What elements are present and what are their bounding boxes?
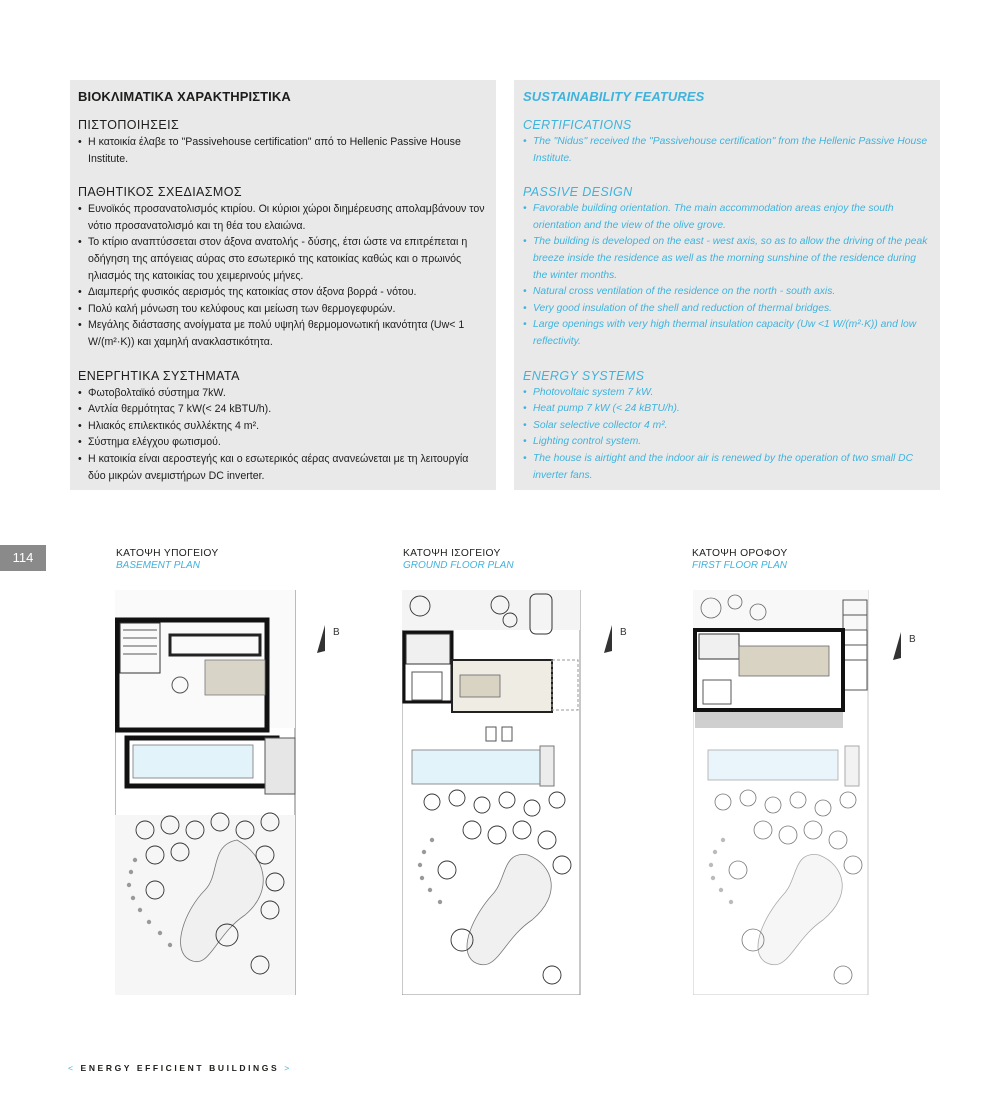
basement-plan-drawing [115, 590, 300, 995]
page-number: 114 [0, 545, 46, 571]
greek-list-item: • Ευνοϊκός προσανατολισμός κτιρίου. Οι κύριοι χώροι διημέρευσης απολαμβάνουν τον νότιο προσανατολισμό και τη θέα του ελαιώνα. [78, 201, 486, 234]
english-section-heading: CERTIFICATIONS [523, 118, 632, 132]
greek-list-item: • Ηλιακός επιλεκτικός συλλέκτης 4 m². [78, 418, 486, 435]
greek-list-item: • Μεγάλης διάστασης ανοίγματα με πολύ υψηλή θερμομονωτική ικανότητα (Uw< 1 W/(m²·K)) και χαμηλή ανακλαστικότητα. [78, 317, 486, 350]
english-features-panel [514, 80, 940, 490]
english-list-item: • The "Nidus" received the "Passivehouse certification" from the Hellenic Passive House Institute. [523, 134, 930, 167]
plan-title-greek: ΚΑΤΟΨΗ ΥΠΟΓΕΙΟΥ [116, 548, 219, 559]
greek-list-item: • Αντλία θερμότητας 7 kW(< 24 kBTU/h). [78, 401, 486, 418]
greek-list-item: • Διαμπερής φυσικός αερισμός της κατοικίας στον άξονα βορρά - νότου. [78, 284, 486, 301]
english-list-item: • The building is developed on the east - west axis, so as to allow the driving of the peak breeze inside the residence as well as the morning sunshine of the residence during the winter months. [523, 234, 930, 284]
footer-bracket-open: < [68, 1063, 76, 1073]
north-label: B [909, 634, 916, 645]
north-arrow-icon [313, 623, 353, 657]
ground-floor-plan-caption [403, 548, 603, 571]
english-list-item: • Solar selective collector 4 m². [523, 418, 930, 435]
north-arrow-icon [889, 630, 929, 664]
english-list-item: • Very good insulation of the shell and reduction of thermal bridges. [523, 301, 930, 318]
footer-bracket-close: > [284, 1063, 292, 1073]
greek-list-item: • Πολύ καλή μόνωση του κελύφους και μείωση των θερμογεφυρών. [78, 301, 486, 318]
english-section-heading: PASSIVE DESIGN [523, 185, 633, 200]
greek-list-item: • Φωτοβολταϊκό σύστημα 7kW. [78, 385, 486, 402]
north-label: B [620, 627, 627, 638]
english-section [523, 185, 930, 350]
english-list-item: • Lighting control system. [523, 434, 930, 451]
greek-list-item: • Η κατοικία είναι αεροστεγής και ο εσωτερικός αέρας ανανεώνεται με τη λειτουργία δύο μικρών ανεμιστήρων DC inverter. [78, 451, 486, 484]
plan-title-english: BASEMENT PLAN [116, 560, 200, 571]
english-list-item: • The house is airtight and the indoor air is renewed by the operation of two small DC inverter fans. [523, 451, 930, 484]
basement-plan-caption [116, 548, 316, 571]
greek-section-heading: ΠΑΘΗΤΙΚΟΣ ΣΧΕΔΙΑΣΜΟΣ [78, 185, 242, 200]
english-list-item: • Favorable building orientation. The main accommodation areas enjoy the south orientation and the view of the olive grove. [523, 201, 930, 234]
ground-floor-plan-drawing [402, 590, 584, 995]
greek-panel-title: ΒΙΟΚΛΙΜΑΤΙΚΑ ΧΑΡΑΚΤΗΡΙΣΤΙΚΑ [78, 89, 291, 104]
english-panel-title: SUSTAINABILITY FEATURES [523, 89, 705, 104]
greek-section [78, 185, 486, 350]
english-list-item: • Photovoltaic system 7 kW. [523, 385, 930, 402]
english-section [523, 118, 930, 167]
greek-section-heading: ΠΙΣΤΟΠΟΙΗΣΕΙΣ [78, 118, 180, 132]
first-floor-plan-caption [692, 548, 892, 571]
greek-list-item: • Σύστημα ελέγχου φωτισμού. [78, 434, 486, 451]
plan-title-english: GROUND FLOOR PLAN [403, 560, 514, 571]
greek-features-panel [70, 80, 496, 490]
north-label: B [333, 627, 340, 638]
english-list-item: • Natural cross ventilation of the residence on the north - south axis. [523, 284, 930, 301]
greek-section-heading: ΕΝΕΡΓΗΤΙΚΑ ΣΥΣΤΗΜΑΤΑ [78, 368, 240, 383]
footer-text: ENERGY EFFICIENT BUILDINGS [80, 1063, 280, 1073]
footer [68, 1063, 292, 1073]
english-section-heading: ENERGY SYSTEMS [523, 368, 645, 383]
plan-title-greek: ΚΑΤΟΨΗ ΟΡΟΦΟΥ [692, 548, 788, 559]
plan-title-greek: ΚΑΤΟΨΗ ΙΣΟΓΕΙΟΥ [403, 548, 501, 559]
plan-title-english: FIRST FLOOR PLAN [692, 560, 788, 571]
greek-list-item: • Το κτίριο αναπτύσσεται στον άξονα ανατολής - δύσης, έτσι ώστε να επιτρέπεται η οδήγηση της απόγειας αύρας στο εσωτερικό της κατοικίας καθώς και ο πρωινός ηλιασμός της κατοικίας του χειμερινούς μήνες. [78, 234, 486, 284]
english-section [523, 369, 930, 485]
first-floor-plan-drawing [693, 590, 873, 995]
english-list-item: • Large openings with very high thermal insulation capacity (Uw <1 W/(m²·K)) and low reflectivity. [523, 317, 930, 350]
greek-list-item: • Η κατοικία έλαβε το "Passivehouse certification" από το Hellenic Passive House Institute. [78, 134, 486, 167]
north-arrow-icon [600, 623, 640, 657]
english-list-item: • Heat pump 7 kW (< 24 kBTU/h). [523, 401, 930, 418]
greek-section [78, 118, 486, 167]
greek-section [78, 369, 486, 485]
